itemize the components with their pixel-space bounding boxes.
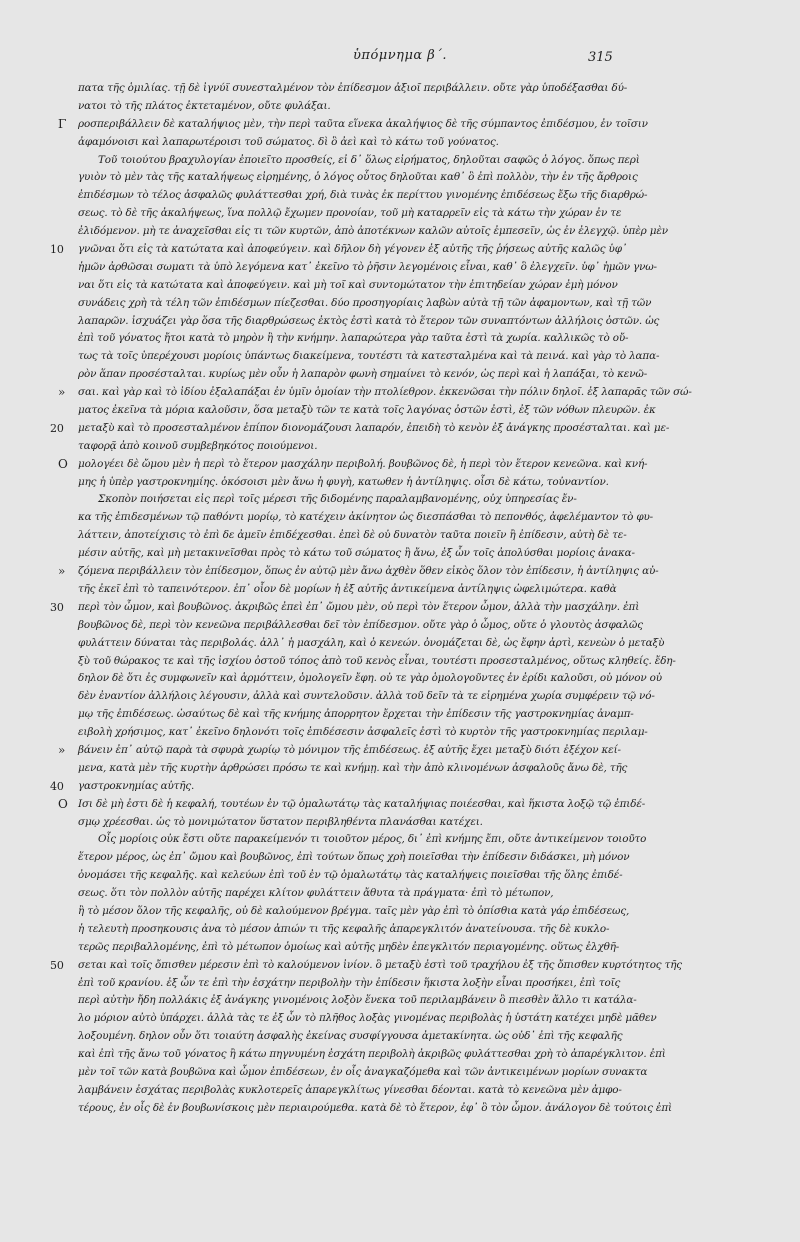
line-text: ἐπὶ τοῦ γόνατος ἤτοι κατὰ τὸ μηρὸν ἢ τὴν κνήμην. λαπαρώτερα γὰρ ταῦτα ἐστὶ τὰ χωρία. καλλικῶς τὸ οὔ-: [78, 332, 629, 345]
text-line: [78, 867, 738, 885]
line-text: λαπαρῶν. ἰσχυάζει γὰρ ὅσα τῆς διαρθρώσεως ἐκτὸς ἐστὶ κατὰ τὸ ἕτερον τῶν συναπτόντων ἀλλήλοις ὀστῶν. ὡς: [78, 314, 660, 327]
text-line: [78, 903, 738, 921]
line-number: 50: [50, 958, 64, 972]
text-line: [78, 760, 738, 778]
line-text: βουβῶνος δὲ, περὶ τὸν κενεῶνα περιβάλλεσθαι δεῖ τὸν ἐπίδεσμον. οὔτε γὰρ ὁ ὦμος, οὔτε ὁ γλουτὸς ἀσφαλῶς: [78, 618, 643, 631]
text-line: [78, 814, 738, 832]
line-text: σεται καὶ τοῖς ὄπισθεν μέρεσιν ἐπὶ τὸ καλούμενον ἰνίον. ὃ μεταξὺ ἐστὶ τοῦ τραχήλου ἐξ τῆς ὄπισθεν κυρτότητος τῆς: [78, 958, 682, 971]
margin-mark: Ο: [58, 796, 68, 811]
line-text: ειβολὴ χρήσιμος, κατ᾽ ἐκεῖνο δηλονότι τοῖς ἐπιδέσεσιν ἀσφαλεῖς ἐστὶ τὸ κυρτὸν τῆς γαστροκνημίας περιλαμ-: [78, 726, 648, 739]
text-line: [78, 438, 738, 456]
line-text: ξὺ τοῦ θώρακος τε καὶ τῆς ἰσχίου ὀστοῦ τόπος ἀπὸ τοῦ κενὸς εἶναι, τουτέστι προσεσταλμένος, οὕτως κληθείς. ἔδη-: [78, 654, 676, 667]
text-line: [78, 152, 738, 170]
text-line: [78, 724, 738, 742]
text-line: [78, 581, 738, 599]
text-line: [78, 134, 738, 152]
text-line: [78, 939, 738, 957]
line-text: μης ἡ ὑπὲρ γαστροκνημίης. ὁκόσοισι μὲν ἄνω ἡ φυγὴ, κατωθεν ἡ ἀντίληψις. οἷσι δὲ κάτω, τοὐναντίον.: [78, 475, 609, 488]
text-line: [78, 635, 738, 653]
line-text: τερῶς περιβαλλομένης, ἐπὶ τὸ μέτωπον ὁμοίως καὶ αὐτῆς μηδὲν ἐπεγκλιτόν περιαγομένης. οὕτως ἐλχθῆ-: [78, 940, 620, 953]
line-text: φυλάττειν δύναται τὰς περιβολάς. ἀλλ᾽ ἡ μασχάλη, καὶ ὁ κενεών. ὀνομάζεται δὲ, ὡς ἔφην ἀρτὶ, κενεὼν ὁ μεταξὺ: [78, 636, 665, 649]
line-text: λο μόριον αὐτὸ ὑπάρχει. ἀλλὰ τὰς τε ἐξ ὧν τὸ πλῆθος λοξὰς γινομένας περιβολὰς ἡ ὑστάτη κατέχει μηδὲ μᾶθεν: [78, 1012, 657, 1025]
line-text: Τοῦ τοιούτου βραχυλογίαν ἐποιεῖτο προσθείς, εἰ δ᾽ ὅλως εἰρήματος, δηλοῦται σαφῶς ὁ λόγος. ὅπως περὶ: [98, 153, 640, 166]
line-text: ἢ τὸ μέσον ὅλον τῆς κεφαλῆς, οὐ δὲ καλούμενον βρέγμα. ταῖς μὲν γὰρ ἐπὶ τὸ ὀπίσθια κατὰ γάρ ἐπιδέσεως,: [78, 904, 630, 917]
line-text: γαστροκνημίας αὐτῆς.: [78, 779, 195, 792]
margin-mark: Ο: [58, 456, 68, 471]
line-text: τέρους, ἐν οἷς δὲ ἐν βουβωνίσκοις μὲν περιαιρούμεθα. κατὰ δὲ τὸ ἕτερον, ἐφ᾽ ὃ τὸν ὦμον. ἀνάλογον δὲ τούτοις ἐπὶ: [78, 1101, 672, 1114]
text-line: [50, 420, 738, 438]
text-line: [50, 957, 738, 975]
line-number: 20: [50, 421, 64, 435]
text-line: [78, 1082, 738, 1100]
text-line: [50, 599, 738, 617]
text-line: [78, 1028, 738, 1046]
text-line: [58, 116, 738, 134]
margin-mark: »: [58, 385, 66, 400]
text-line: [78, 617, 738, 635]
line-text: μὲν τοῖ τῶν κατὰ βουβῶνα καὶ ὦμον ἐπιδέσεων, ἐν οἷς ἀναγκαζόμεθα καὶ τῶν ἀντικειμένων μορίων συνακτα: [78, 1065, 648, 1078]
text-line: [78, 295, 738, 313]
line-text: μολογέει δὲ ὤμου μὲν ἡ περὶ τὸ ἕτερον μασχάλην περιβολή. βουβῶνος δὲ, ἡ περὶ τὸν ἕτερον κενεῶνα. καὶ κνή-: [78, 457, 648, 470]
line-number: 30: [50, 600, 64, 614]
line-text: ἕτερον μέρος, ὡς ἐπ᾽ ὤμου καὶ βουβῶνος, ἐπὶ τούτων ὅπως χρὴ ποιεῖσθαι τὴν ἐπίδεσιν διδάσκει, μὴ μόνον: [78, 851, 630, 864]
line-text: λάττειν, ἀποτείχισις τὸ ἐπὶ δε ἀμεῖν ἐπιδέχεσθαι. ἐπεὶ δὲ οὐ δυνατὸν ταῦτα ποιεῖν ἢ ἐπίδεσιν, αὐτὴ δὲ τε-: [78, 529, 627, 542]
line-text: βάνειν ἐπ᾽ αὐτῷ παρὰ τὰ σφυρὰ χωρίῳ τὸ μόνιμον τῆς ἐπιδέσεως. ἐξ αὐτῆς ἔχει μεταξὺ διότι ἐξέχον κεί-: [78, 743, 621, 756]
text-line: [50, 241, 738, 259]
text-line: [78, 831, 738, 849]
text-line: [58, 456, 738, 474]
text-line: [78, 670, 738, 688]
line-text: μέσιν αὐτῆς, καὶ μὴ μετακινεῖσθαι πρὸς τὸ κάτω τοῦ σώματος ἢ ἄνω, ἐξ ὧν τοῖς ἀπολύσθαι μορίοις ἀνακα-: [78, 547, 635, 560]
running-head: ὑπόμνημα β΄.: [353, 48, 447, 63]
text-line: [78, 348, 738, 366]
text-line: [78, 259, 738, 277]
line-text: ζόμενα περιβάλλειν τὸν ἐπίδεσμον, ὅπως ἐν αὐτῷ μὲν ἄνω ἀχθὲν ὅθεν εἰκὸς ὅλον τὸν ἐπίδεσιν, ἡ ἀντίληψις αὐ-: [78, 565, 659, 578]
line-text: περὶ αὐτὴν ἤδη πολλάκις ἐξ ἀνάγκης γινομένοις λοξὸν ἕνεκα τοῦ περιλαμβάνειν ὃ πιεσθὲν ἄλλο τι κατάλα-: [78, 994, 637, 1007]
text-line: [78, 313, 738, 331]
line-text: μῳ τῆς ἐπιδέσεως. ὡσαύτως δὲ καὶ τῆς κνήμης ἀπορρητον ἔρχεται τὴν ἐπίδεσιν τῆς γαστροκνημίας ἀναμπ-: [78, 708, 634, 721]
line-text: ναι ὅτι εἰς τὰ κατώτατα καὶ ἀποφεύγειν. καὶ μὴ τοῖ καὶ συντομώτατον τὴν ἐπιτηδείαν χώραν ἐμὴ μόνον: [78, 278, 618, 291]
line-text: τῆς ἐκεῖ ἐπὶ τὸ ταπεινότερον. ἐπ᾽ οἷον δὲ μορίων ἡ ἐξ αὐτῆς ἀντικείμενα ἀντίληψις ὠφελιμώτερα. καθὰ: [78, 582, 617, 595]
text-line: [58, 742, 738, 760]
margin-mark: Γ: [58, 116, 67, 131]
line-text: σεως. ὅτι τὸν πολλὸν αὐτῆς παρέχει κλίτον φυλάττειν ἄθυτα τὰ πράγματα· ἐπὶ τὸ μέτωπον,: [78, 887, 554, 900]
text-line: [78, 223, 738, 241]
line-text: νατοι τὸ τῆς πλάτος ἐκτεταμένον, οὔτε φυλάξαι.: [78, 99, 331, 112]
line-text: λαμβάνειν ἐσχάτας περιβολὰς κυκλοτερεῖς ἀπαρεγκλίτως γίνεσθαι δέονται. κατὰ τὸ κενεῶνα μὲν ἀμφο-: [78, 1083, 622, 1096]
text-line: [78, 1064, 738, 1082]
line-text: σεως. τὸ δὲ τῆς ἀκαλήψεως, ἵνα πολλῷ ἔχωμεν προνοίαν, τοῦ μὴ καταρρεῖν εἰς τὰ κάτω τὴν χώραν ἐν τε: [78, 207, 622, 220]
line-text: γυιὸν τὸ μὲν τὰς τῆς καταλήψεως εἰρημένης, ὁ λόγος οὗτος δηλοῦται καθ᾽ ὃ ἐπὶ πολλὸν, τὴν ἐν τῆς ἄρθροις: [78, 171, 638, 184]
line-text: ταφορᾷ ἀπὸ κοινοῦ συμβεβηκότος ποιούμενοι.: [78, 439, 318, 452]
line-text: ἀφαμόνοισι καὶ λαπαρωτέροισι τοῦ σώματος. δὶ ὃ ἀεὶ καὶ τὸ κάτω τοῦ γούνατος.: [78, 135, 499, 148]
text-line: [78, 545, 738, 563]
line-text: τως τὰ τοῖς ὑπερέχουσι μορίοις ὑπάντως διακείμενα, τουτέστι τὰ κατεσταλμένα καὶ τὰ πεινά. καὶ γὰρ τὸ λαπα-: [78, 350, 660, 363]
text-line: [78, 992, 738, 1010]
text-line: [78, 706, 738, 724]
text-line: [78, 491, 738, 509]
text-line: [78, 80, 738, 98]
text-line: [78, 205, 738, 223]
margin-mark: »: [58, 742, 66, 757]
line-text: δὲν ἐναντίον ἀλλήλοις λέγουσιν, ἀλλὰ καὶ συντελοῦσιν. ἀλλὰ τοῦ δεῖν τὰ τε εἰρημένα χωρία συμφέρειν τῷ νό-: [78, 690, 655, 703]
text-line: [58, 563, 738, 581]
line-text: ματος ἐκεῖνα τὰ μόρια καλοῦσιν, ὅσα μεταξὺ τῶν τε κατὰ τοῖς λαγόνας ὀστῶν ἐστὶ, ἐξ τῶν νόθων πλευρῶν. ἐκ: [78, 404, 656, 417]
line-number: 10: [50, 243, 64, 257]
line-text: λοξουμένη. δηλον οὖν ὅτι τοιαύτη ἀσφαλὴς ἐκείνας συσφίγγουσα ἀμετακίνητα. ὡς οὐδ᾽ ἐπὶ τῆς κεφαλῆς: [78, 1030, 623, 1043]
text-line: [78, 98, 738, 116]
line-text: ἐπιδέσμων τὸ τέλος ἀσφαλῶς φυλάττεσθαι χρή, διὰ τινὰς ἐκ περίττου γινομένης ἐπιδέσεως ἔξω τῆς διαρθρώ-: [78, 189, 648, 202]
line-text: ἐπὶ τοῦ κρανίου. ἐξ ὧν τε ἐπὶ τὴν ἐσχάτην περιβολὴν τὴν ἐπίδεσιν ἥκιστα λοξὴν εἶναι προσήκει, ἐπὶ τοῖς: [78, 976, 621, 989]
line-text: ἐλιδόμενον. μὴ τε ἀναχεῖσθαι εἰς τι τῶν κυρτῶν, ἀπὸ ἀποτέκνων καλῶν αὐτοῖς ἐμπεσεῖν, ὡς ἐν ἐλεγχῷ. ὑπὲρ μὲν: [78, 225, 668, 238]
text-line: [78, 366, 738, 384]
text-line: [78, 653, 738, 671]
text-line: [78, 688, 738, 706]
line-text: ἡμῶν ἀρθῶσαι σωματι τὰ ὑπὸ λεγόμενα κατ᾽ ἐκεῖνο τὸ ῥῆσιν λεγομένοις εἶναι, καθ᾽ ὃ ἐλεγχεῖν. ὑφ᾽ ἡμῶν γνω-: [78, 260, 657, 273]
text-line: [78, 509, 738, 527]
text-line: [78, 1046, 738, 1064]
text-line: [78, 849, 738, 867]
line-text: Ισι δὲ μὴ ἐστι δὲ ἡ κεφαλή, τουτέων ἐν τῷ ὁμαλωτάτῳ τὰς καταλήψιας ποιέεσθαι, καὶ ἥκιστα λοξῷ τῷ ἐπιδέ-: [78, 797, 646, 810]
line-text: μεταξὺ καὶ τὸ προσεσταλμένον ἐπίπον διονομάζουσι λαπαρόν, ἐπειδὴ τὸ κενὸν ἐξ ἀνάγκης προσέσταλται. καὶ με-: [78, 421, 670, 434]
line-text: δηλον δὲ ὅτι ἐς συμφωνεῖν καὶ ἁρμόττειν, ὁμολογεῖν ἔφη. οὐ τε γὰρ ὁμολογοῦντες ἐν ἐρίδι καλοῦσι, οὐ μόνον οὐ: [78, 672, 662, 685]
greek-text-body: [50, 80, 738, 1118]
line-number: 40: [50, 779, 64, 793]
text-line: [78, 1010, 738, 1028]
text-line: [78, 474, 738, 492]
line-text: ροσπεριβάλλειν δὲ καταλήψιος μὲν, τὴν περὶ ταῦτα εἵνεκα ἀκαλήψιος δὲ τῆς σύμπαντος ἐπιδέσμου, ἐν τοῖσιν: [78, 117, 648, 130]
text-line: [78, 921, 738, 939]
text-line: [78, 527, 738, 545]
line-text: κα τῆς ἐπιδεσμένων τῷ παθόντι μορίῳ, τὸ κατέχειν ἀκίνητον ὡς διεσπάσθαι τὸ πεπονθός, ἀφελέμαντον τὸ φυ-: [78, 511, 653, 524]
line-text: ὀνομάσει τῆς κεφαλῆς. καὶ κελεύων ἐπὶ τοῦ ἐν τῷ ὁμαλωτάτῳ τὰς καταλήψεις ποιεῖσθαι τῆς ὅλης ἐπιδέ-: [78, 869, 623, 882]
line-text: συνάδεις χρὴ τὰ τέλη τῶν ἐπιδέσμων πίεζεσθαι. δύο προσηγορίαις λαβὼν αὐτὰ τῇ τῶν ἀφαμοντων, καὶ τῇ τῶν: [78, 296, 652, 309]
text-line: [58, 796, 738, 814]
line-text: πατα τῆς ὁμιλίας. τῇ δὲ ἰγνύϊ συνεσταλμένον τὸν ἐπίδεσμον ἀξιοῖ περιβάλλειν. οὔτε γὰρ ὑποδέξασθαι δύ-: [78, 82, 628, 94]
page-number: 315: [588, 50, 613, 65]
text-line: [78, 975, 738, 993]
line-text: σαι. καὶ γὰρ καὶ τὸ ἰδίου ἐξαλαπάξαι ἐν ὑμῖν ὁμοίαν τὴν πτολίεθρον. ἐκκενῶσαι τὴν πόλιν δηλοῖ. ἐξ λαπαρᾶς τῶν σώ-: [78, 386, 692, 399]
line-text: σμῳ χρέεσθαι. ὡς τὸ μονιμώτατον ὕστατον περιβληθέντα πλανάσθαι κατέχει.: [78, 815, 483, 828]
text-line: [78, 402, 738, 420]
text-line: [78, 1100, 738, 1118]
text-line: [78, 187, 738, 205]
text-line: [50, 778, 738, 796]
line-text: ρὸν ἅπαν προσέσταλται. κυρίως μὲν οὖν ἡ λαπαρὸν φωνὴ σημαίνει τὸ κενόν, ὡς περὶ καὶ ἡ λαπάξαι, τὸ κενῶ-: [78, 368, 648, 381]
line-text: καὶ ἐπὶ τῆς ἄνω τοῦ γόνατος ἢ κάτω πηγνυμένη ἐσχάτη περιβολὴ ἀκριβῶς φυλάττεσθαι χρὴ τὸ ἀπαρέγκλιτον. ἐπὶ: [78, 1048, 666, 1061]
margin-mark: »: [58, 564, 66, 579]
line-text: γνῶναι ὅτι εἰς τὰ κατώτατα καὶ ἀποφεύγειν. καὶ δῆλον δὴ γέγονεν ἐξ αὐτῆς τῆς ῥήσεως αὐτῆς καλῶς ὑφ᾽: [78, 243, 627, 256]
line-text: Οἷς μορίοις οὐκ ἔστι οὔτε παρακείμενόν τι τοιοῦτον μέρος, δι᾽ ἐπὶ κνήμης ἔπι, οὔτε ἀντικείμενον τοιοῦτο: [98, 833, 647, 846]
line-text: Σκοπὸν ποιήσεται εἰς περὶ τοῖς μέρεσι τῆς διδομένης παραλαμβανομένης, οὐχ ὑπηρεσίας ἔν-: [98, 493, 577, 506]
text-line: [78, 885, 738, 903]
line-text: ἡ τελευτὴ προσηκουσις ἀνα τὸ μέσον ἀπιών τι τῆς κεφαλῆς ἀπαρεγκλιτόν ἀνατείνουσα. τῆς δὲ κυκλο-: [78, 922, 610, 935]
text-line: [78, 277, 738, 295]
text-line: [78, 169, 738, 187]
text-line: [58, 384, 738, 402]
line-text: περὶ τὸν ὦμον, καὶ βουβῶνος. ἀκριβῶς ἐπεὶ ἐπ᾽ ὤμου μὲν, οὐ περὶ τὸν ἕτερον ὦμον, ἀλλὰ τὴν μασχάλην. ἐπὶ: [78, 600, 640, 613]
text-line: [78, 330, 738, 348]
line-text: μενα, κατὰ μὲν τῆς κυρτὴν ἀρθρώσει πρόσω τε καὶ κνήμῃ. καὶ τὴν ἀπὸ κλινομένων ἀσφαλοῦς ἄνω δὲ, τῆς: [78, 761, 628, 774]
